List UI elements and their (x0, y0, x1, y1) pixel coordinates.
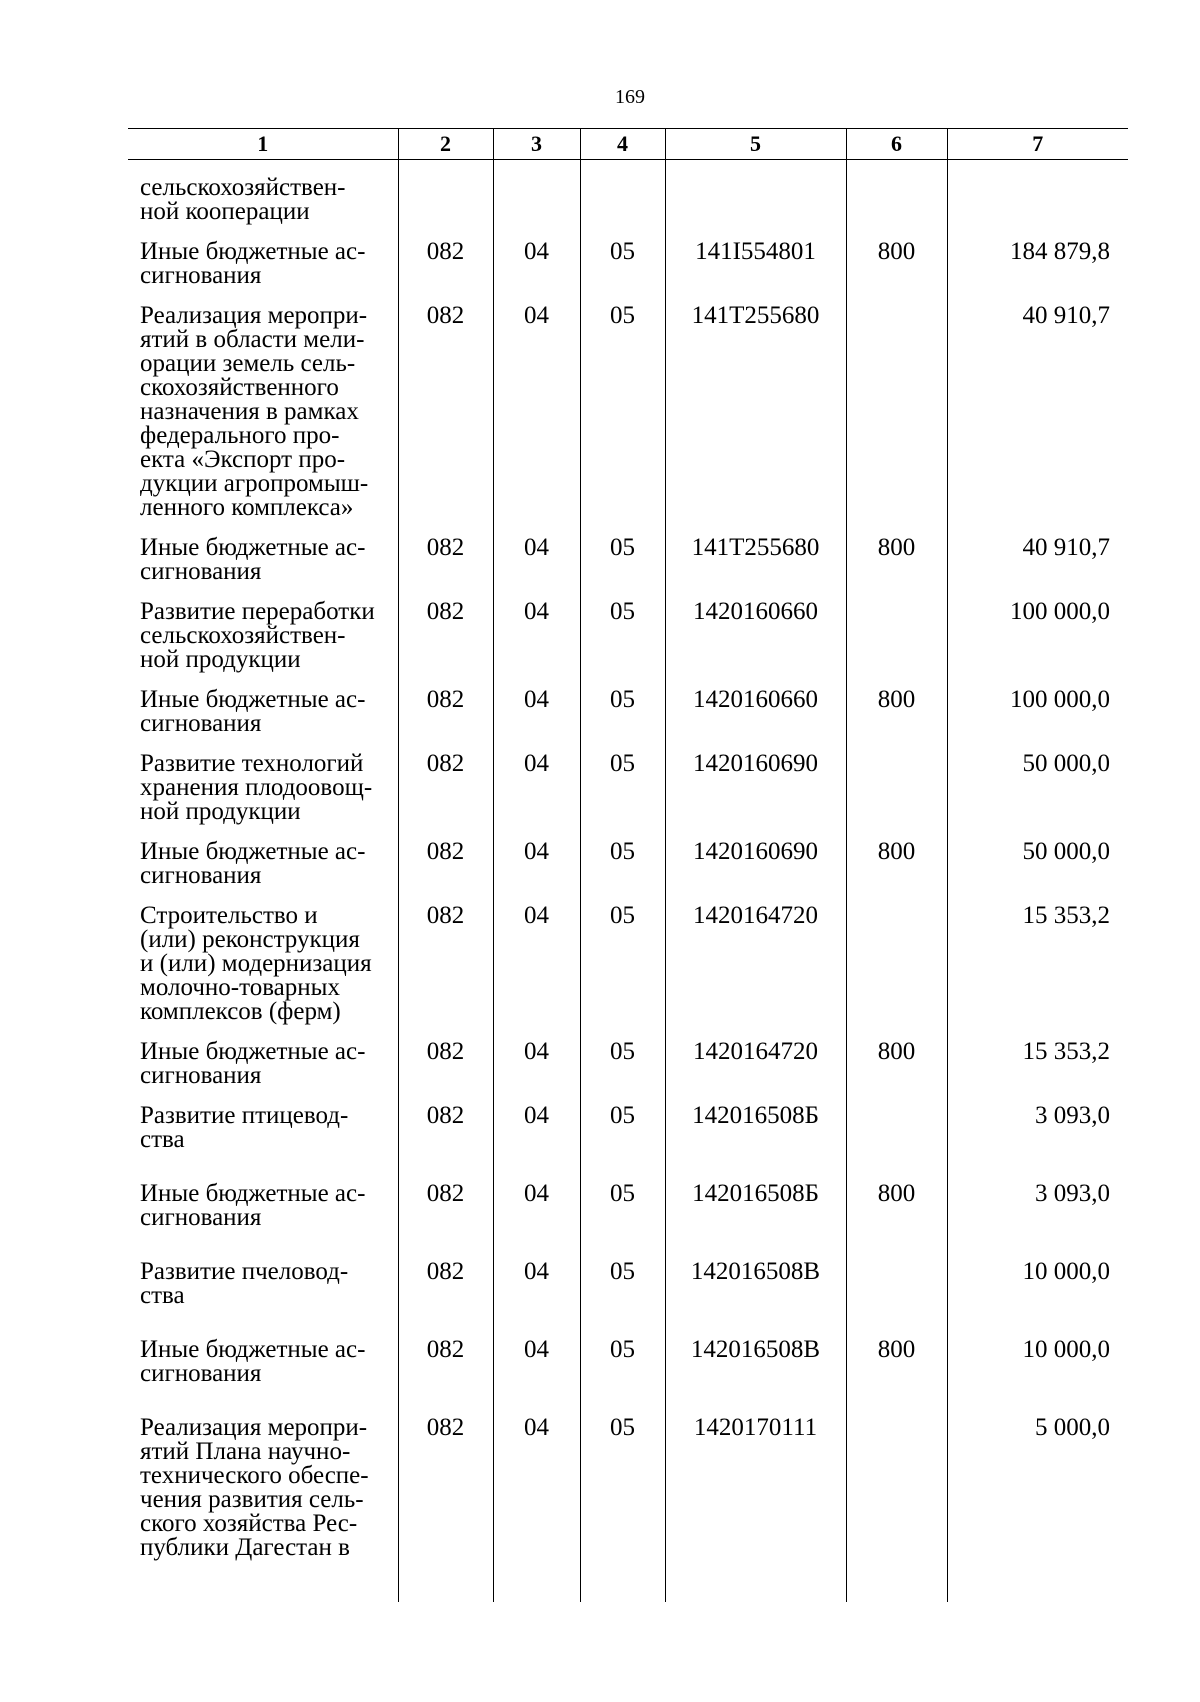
row-name-cell: Развитие пчеловод- ства (140, 1258, 349, 1309)
row-section-cell: 04 (493, 232, 580, 296)
table-row (128, 528, 1128, 592)
row-code-cell: 082 (398, 592, 493, 680)
row-name-cell: Развитие птицевод- ства (140, 1102, 349, 1153)
row-section-cell: 04 (493, 296, 580, 528)
row-section-cell: 04 (493, 1252, 580, 1330)
row-section-cell: 04 (493, 1096, 580, 1174)
row-subsection-cell: 05 (580, 896, 665, 1032)
row-expense-type-cell: 800 (846, 680, 947, 744)
table-row (128, 592, 1128, 680)
row-expense-type-cell: 800 (846, 1330, 947, 1408)
table-tail-cell (128, 1582, 398, 1602)
row-subsection-cell: 05 (580, 296, 665, 528)
row-target-article-cell: 1420160660 (665, 680, 846, 744)
row-target-article-cell: 141T255680 (665, 528, 846, 592)
row-section-cell: 04 (493, 1408, 580, 1582)
row-subsection-cell: 05 (580, 1330, 665, 1408)
row-name-cell: Развитие переработки сельскохозяйствен- ной продукции (140, 598, 375, 673)
row-section-cell: 04 (493, 1330, 580, 1408)
row-amount-cell: 15 353,2 (947, 1032, 1128, 1096)
row-subsection-cell: 05 (580, 592, 665, 680)
row-code-cell: 082 (398, 1032, 493, 1096)
row-amount-cell: 40 910,7 (947, 528, 1128, 592)
row-section-cell: 04 (493, 1032, 580, 1096)
row-target-article-cell: 142016508B (665, 1252, 846, 1330)
row-subsection-cell: 05 (580, 1174, 665, 1252)
row-amount-cell: 184 879,8 (947, 232, 1128, 296)
table-tail-cell (846, 1582, 947, 1602)
row-name-cell: Реализация меропри- ятий Плана научно- технического обеспе- чения развития сель- ского хозяйства Рес- публики Дагестан в (140, 1414, 369, 1561)
table-row (128, 160, 1128, 233)
column-header-6: 6 (846, 129, 947, 160)
row-amount-cell: 10 000,0 (947, 1330, 1128, 1408)
row-target-article-cell: 1420170111 (665, 1408, 846, 1582)
column-header-3: 3 (493, 129, 580, 160)
row-expense-type-cell (846, 1252, 947, 1330)
row-amount-cell: 3 093,0 (947, 1096, 1128, 1174)
row-target-article-cell: 141I554801 (665, 232, 846, 296)
row-section-cell: 04 (493, 680, 580, 744)
row-expense-type-cell (846, 592, 947, 680)
column-header-2: 2 (398, 129, 493, 160)
row-code-cell (398, 160, 493, 233)
table-body (128, 160, 1128, 1603)
row-target-article-cell: 141T255680 (665, 296, 846, 528)
row-target-article-cell: 1420160690 (665, 832, 846, 896)
row-code-cell: 082 (398, 896, 493, 1032)
table-row (128, 680, 1128, 744)
row-amount-cell: 15 353,2 (947, 896, 1128, 1032)
row-expense-type-cell: 800 (846, 232, 947, 296)
row-target-article-cell: 142016508Б (665, 1096, 846, 1174)
row-target-article-cell: 142016508B (665, 1330, 846, 1408)
table-row (128, 896, 1128, 1032)
row-expense-type-cell: 800 (846, 528, 947, 592)
row-expense-type-cell (846, 1408, 947, 1582)
table-row (128, 744, 1128, 832)
table-tail-row (128, 1582, 1128, 1602)
row-section-cell (493, 160, 580, 233)
column-header-4: 4 (580, 129, 665, 160)
row-subsection-cell: 05 (580, 528, 665, 592)
row-code-cell: 082 (398, 1408, 493, 1582)
page-number: 169 (615, 86, 645, 108)
row-target-article-cell: 142016508Б (665, 1174, 846, 1252)
budget-table (128, 128, 1128, 1602)
row-target-article-cell: 1420164720 (665, 896, 846, 1032)
row-name-cell: Иные бюджетные ас- сигнования (140, 238, 366, 289)
row-code-cell: 082 (398, 232, 493, 296)
row-target-article-cell: 1420160660 (665, 592, 846, 680)
row-expense-type-cell: 800 (846, 1174, 947, 1252)
row-amount-cell: 10 000,0 (947, 1252, 1128, 1330)
row-code-cell: 082 (398, 1096, 493, 1174)
row-subsection-cell: 05 (580, 832, 665, 896)
row-name-cell: Иные бюджетные ас- сигнования (140, 1038, 366, 1089)
table-row (128, 1032, 1128, 1096)
table-tail-cell (665, 1582, 846, 1602)
row-expense-type-cell: 800 (846, 832, 947, 896)
table-tail-cell (947, 1582, 1128, 1602)
column-header-7: 7 (947, 129, 1128, 160)
row-subsection-cell: 05 (580, 744, 665, 832)
row-amount-cell: 100 000,0 (947, 680, 1128, 744)
row-expense-type-cell (846, 160, 947, 233)
table-tail-cell (580, 1582, 665, 1602)
row-code-cell: 082 (398, 1252, 493, 1330)
row-section-cell: 04 (493, 528, 580, 592)
row-section-cell: 04 (493, 896, 580, 1032)
row-target-article-cell: 1420160690 (665, 744, 846, 832)
row-section-cell: 04 (493, 832, 580, 896)
table-row (128, 1174, 1128, 1252)
row-name-cell: сельскохозяйствен- ной кооперации (140, 174, 346, 225)
row-subsection-cell: 05 (580, 1252, 665, 1330)
table-tail-cell (398, 1582, 493, 1602)
row-subsection-cell: 05 (580, 680, 665, 744)
row-name-cell: Строительство и (или) реконструкция и (или) модернизация молочно-товарных комплексов (ферм) (140, 902, 372, 1025)
table-row (128, 1408, 1128, 1582)
row-amount-cell: 50 000,0 (947, 744, 1128, 832)
column-header-5: 5 (665, 129, 846, 160)
row-name-cell: Иные бюджетные ас- сигнования (140, 534, 366, 585)
row-code-cell: 082 (398, 744, 493, 832)
table-row (128, 1096, 1128, 1174)
row-expense-type-cell (846, 744, 947, 832)
row-amount-cell (947, 160, 1128, 233)
row-expense-type-cell (846, 896, 947, 1032)
row-name-cell: Иные бюджетные ас- сигнования (140, 1180, 366, 1231)
row-amount-cell: 3 093,0 (947, 1174, 1128, 1252)
row-name-cell: Реализация меропри- ятий в области мели- орации земель сель- скохозяйственного назначения в рамках федерального про- екта «Экспорт про- дукции агропромыш- ленного комплекса» (140, 302, 369, 521)
table-row (128, 1330, 1128, 1408)
row-amount-cell: 100 000,0 (947, 592, 1128, 680)
table-row (128, 1252, 1128, 1330)
row-code-cell: 082 (398, 680, 493, 744)
row-amount-cell: 50 000,0 (947, 832, 1128, 896)
column-header-1: 1 (128, 129, 398, 160)
row-subsection-cell (580, 160, 665, 233)
row-section-cell: 04 (493, 592, 580, 680)
row-name-cell: Иные бюджетные ас- сигнования (140, 1336, 366, 1387)
row-code-cell: 082 (398, 528, 493, 592)
row-target-article-cell: 1420164720 (665, 1032, 846, 1096)
row-expense-type-cell: 800 (846, 1032, 947, 1096)
table-row (128, 832, 1128, 896)
table-row (128, 232, 1128, 296)
row-section-cell: 04 (493, 744, 580, 832)
row-name-cell: Развитие технологий хранения плодоовощ- ной продукции (140, 750, 373, 825)
row-subsection-cell: 05 (580, 1096, 665, 1174)
row-target-article-cell (665, 160, 846, 233)
row-name-cell: Иные бюджетные ас- сигнования (140, 686, 366, 737)
row-expense-type-cell (846, 296, 947, 528)
row-code-cell: 082 (398, 1330, 493, 1408)
row-section-cell: 04 (493, 1174, 580, 1252)
row-amount-cell: 5 000,0 (947, 1408, 1128, 1582)
row-expense-type-cell (846, 1096, 947, 1174)
row-code-cell: 082 (398, 832, 493, 896)
header-row (128, 129, 1128, 160)
row-subsection-cell: 05 (580, 1408, 665, 1582)
row-code-cell: 082 (398, 1174, 493, 1252)
row-subsection-cell: 05 (580, 1032, 665, 1096)
table-tail-cell (493, 1582, 580, 1602)
row-amount-cell: 40 910,7 (947, 296, 1128, 528)
row-name-cell: Иные бюджетные ас- сигнования (140, 838, 366, 889)
row-subsection-cell: 05 (580, 232, 665, 296)
table-row (128, 296, 1128, 528)
row-code-cell: 082 (398, 296, 493, 528)
